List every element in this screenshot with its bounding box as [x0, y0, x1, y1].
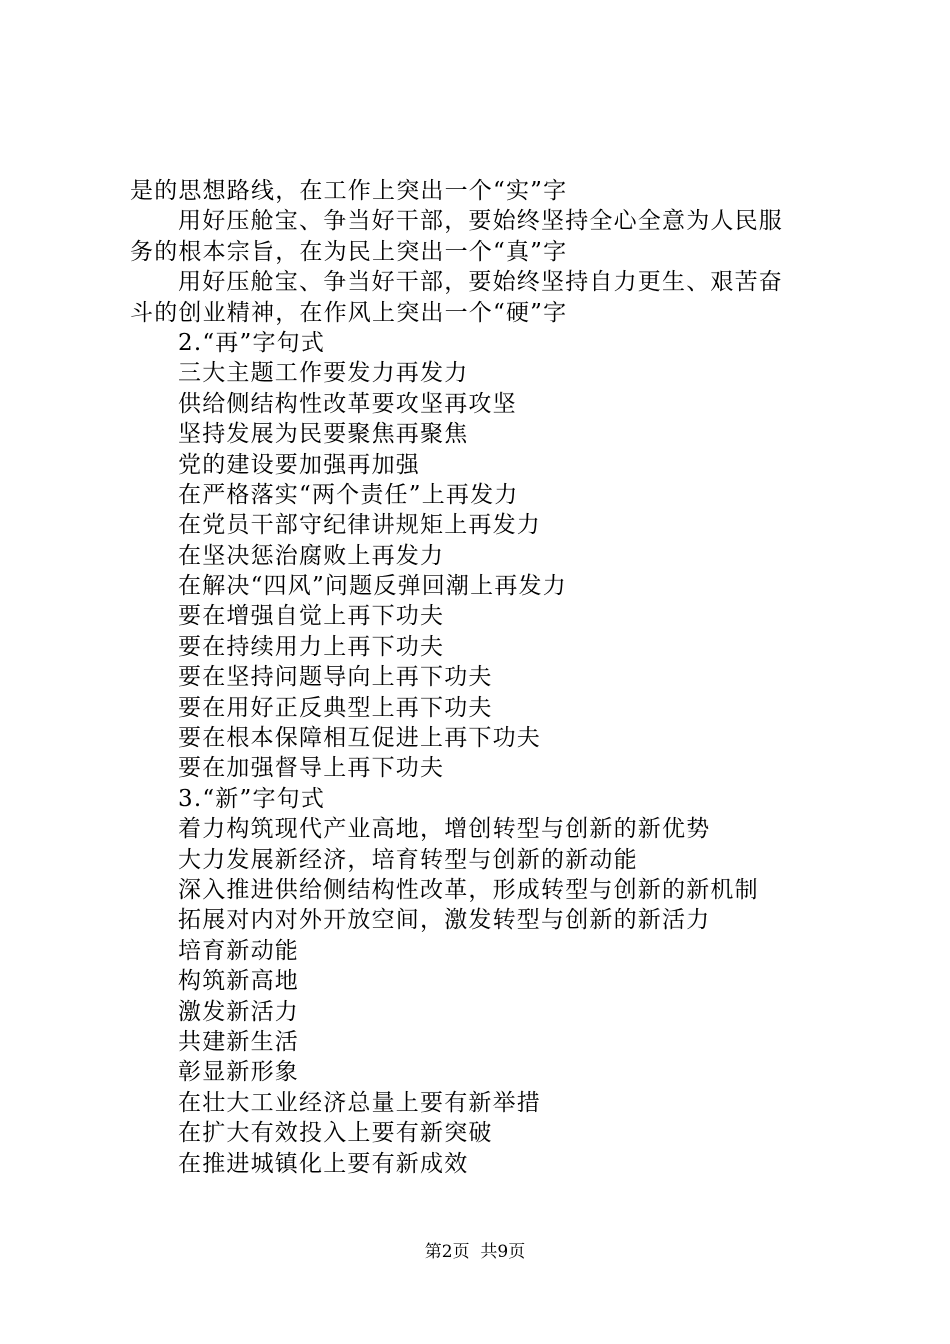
text-line: 斗的创业精神，在作风上突出一个“硬”字	[130, 299, 568, 326]
text-line: 着力构筑现代产业高地，增创转型与创新的新优势	[178, 816, 711, 843]
text-line: 共建新生活	[178, 1028, 299, 1055]
text-line: 在解决“四风”问题反弹回潮上再发力	[178, 573, 567, 600]
page-number-label: 第2页 共9页	[424, 1242, 526, 1262]
text-line: 2.“再”字句式	[178, 329, 326, 356]
text-line: 彰显新形象	[178, 1059, 299, 1086]
text-line: 要在增强自觉上再下功夫	[178, 603, 445, 630]
text-line: 要在根本保障相互促进上再下功夫	[178, 725, 541, 752]
text-line: 三大主题工作要发力再发力	[178, 360, 469, 387]
text-line: 在党员干部守纪律讲规矩上再发力	[178, 512, 541, 539]
text-line: 党的建设要加强再加强	[178, 451, 420, 478]
text-line: 用好压舱宝、争当好干部，要始终坚持全心全意为人民服	[178, 208, 783, 235]
text-line: 在坚决惩治腐败上再发力	[178, 542, 445, 569]
text-line: 务的根本宗旨，在为民上突出一个“真”字	[130, 238, 568, 265]
text-line: 用好压舱宝、争当好干部，要始终坚持自力更生、艰苦奋	[178, 269, 783, 296]
text-line: 在壮大工业经济总量上要有新举措	[178, 1089, 541, 1116]
text-line: 在严格落实“两个责任”上再发力	[178, 481, 519, 508]
text-line: 大力发展新经济，培育转型与创新的新动能	[178, 846, 638, 873]
text-line: 坚持发展为民要聚焦再聚焦	[178, 421, 469, 448]
text-line: 培育新动能	[178, 937, 299, 964]
text-line: 在推进城镇化上要有新成效	[178, 1150, 469, 1177]
text-line: 拓展对内对外开放空间，激发转型与创新的新活力	[178, 907, 711, 934]
text-line: 要在用好正反典型上再下功夫	[178, 694, 493, 721]
text-line: 在扩大有效投入上要有新突破	[178, 1120, 493, 1147]
text-line: 要在加强督导上再下功夫	[178, 755, 445, 782]
text-line: 3.“新”字句式	[178, 785, 326, 812]
text-line: 深入推进供给侧结构性改革，形成转型与创新的新机制	[178, 876, 759, 903]
text-line: 要在坚持问题导向上再下功夫	[178, 664, 493, 691]
text-line: 激发新活力	[178, 998, 299, 1025]
text-line: 供给侧结构性改革要攻坚再攻坚	[178, 390, 517, 417]
text-line: 要在持续用力上再下功夫	[178, 633, 445, 660]
page-footer	[0, 1241, 950, 1263]
text-line: 是的思想路线，在工作上突出一个“实”字	[130, 178, 568, 204]
text-line: 构筑新高地	[178, 968, 299, 995]
document-body	[130, 176, 836, 1179]
